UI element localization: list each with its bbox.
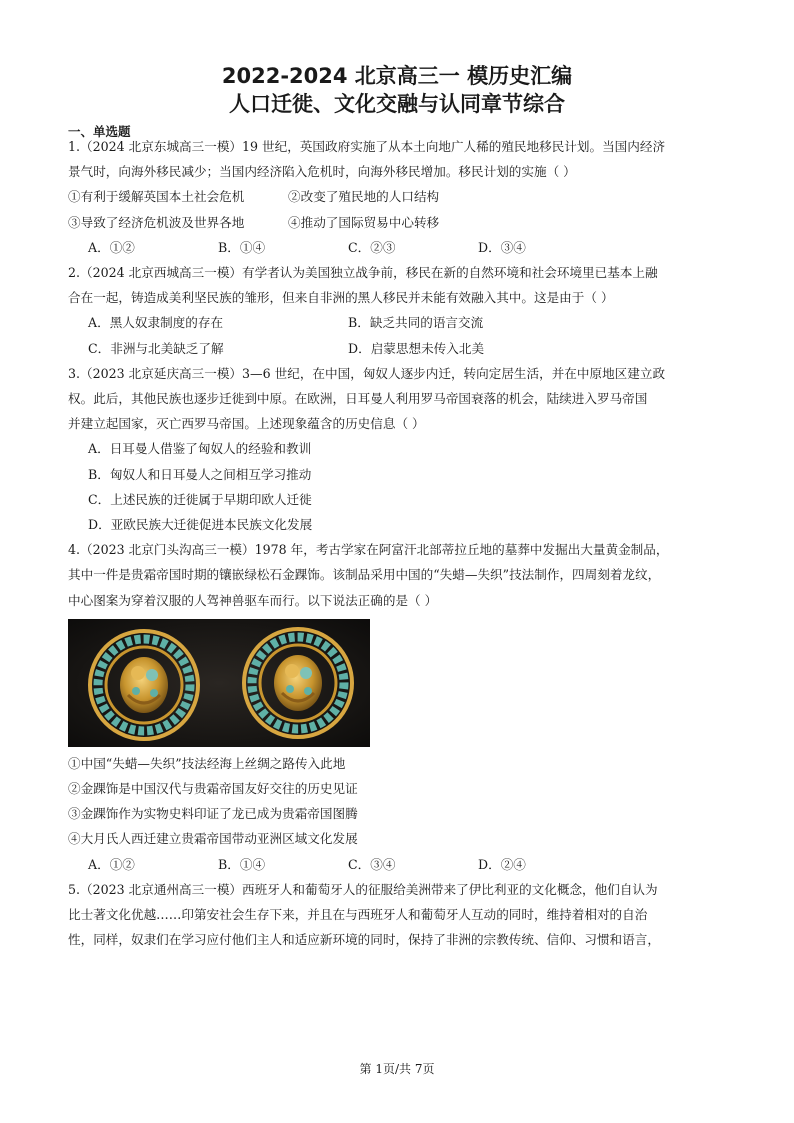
option-c[interactable]: C．②③	[348, 239, 396, 255]
question-4-stem: 其中一件是贵霜帝国时期的镶嵌绿松石金踝饰。该制品采用中国的“失蜡—失织”技法制作，四周刻着龙纹，	[68, 567, 661, 583]
question-1	[68, 134, 726, 260]
option-b[interactable]: B．缺乏共同的语言交流	[348, 315, 484, 331]
question-5	[68, 877, 726, 953]
statement: ④大月氏人西迁建立贵霜帝国带动亚洲区域文化发展	[68, 831, 358, 847]
document-title: 2022-2024 北京高三一 模历史汇编	[221, 64, 573, 88]
section-heading: 一、单选题	[68, 124, 131, 139]
question-1-stem: 1.（2024 北京东城高三一模）19 世纪，英国政府实施了从本土向地广人稀的殖民地移民计划。当国内经济	[68, 139, 666, 154]
statement: ①有利于缓解英国本土社会危机	[68, 189, 245, 205]
gold-anklet-photo	[68, 619, 370, 747]
option-c[interactable]: C．非洲与北美缺乏了解	[88, 340, 224, 356]
question-2-options	[68, 310, 726, 335]
option-b[interactable]: B．①④	[218, 239, 266, 255]
option-d[interactable]: D．亚欧民族大迁徙促进本民族文化发展	[88, 517, 313, 533]
question-4-options	[68, 852, 726, 877]
question-1-options	[68, 235, 726, 260]
option-d[interactable]: D．启蒙思想未传入北美	[348, 340, 485, 356]
statement: ③金踝饰作为实物史料印证了龙已成为贵霜帝国图腾	[68, 806, 358, 822]
question-4-stem: 中心图案为穿着汉服的人驾神兽驱车而行。以下说法正确的是（ ）	[68, 592, 438, 608]
option-c[interactable]: C．③④	[348, 856, 396, 872]
statement: ③导致了经济危机波及世界各地	[68, 214, 245, 230]
question-3-stem: 权。此后，其他民族也逐步迁徙到中原。在欧洲，日耳曼人利用罗马帝国衰落的机会，陆续进入罗马帝国	[68, 391, 648, 407]
option-b[interactable]: B．①④	[218, 856, 266, 872]
option-d[interactable]: D．②④	[478, 856, 526, 872]
option-a[interactable]: A．①②	[88, 239, 135, 255]
anklet-left	[90, 631, 198, 739]
statement: ②改变了殖民地的人口结构	[288, 189, 440, 205]
anklet-right	[244, 629, 352, 737]
question-5-stem: 比士著文化优越……印第安社会生存下来，并且在与西班牙人和葡萄牙人互动的同时，维持着相对的自治	[68, 907, 648, 923]
question-2-stem: 合在一起，铸造成美利坚民族的雏形，但来自非洲的黑人移民并未能有效融入其中。这是由于（ ）	[68, 290, 614, 306]
question-list	[68, 134, 726, 952]
option-a[interactable]: A．日耳曼人借鉴了匈奴人的经验和教训	[88, 441, 312, 457]
option-b[interactable]: B．匈奴人和日耳曼人之间相互学习推动	[88, 466, 312, 482]
question-2	[68, 260, 726, 361]
question-3-stem: 并建立起国家，灭亡西罗马帝国。上述现象蕴含的历史信息（ ）	[68, 416, 425, 432]
question-2-stem: 2.（2024 北京西城高三一模）有学者认为美国独立战争前，移民在新的自然环境和社会环境里已基本上融	[68, 265, 658, 281]
question-1-stem: 景气时，向海外移民减少；当国内经济陷入危机时，向海外移民增加。移民计划的实施（ ）	[68, 164, 576, 180]
question-3-options	[68, 436, 726, 537]
document-subtitle: 人口迁徙、文化交融与认同章节综合	[229, 92, 565, 116]
question-4-stem: 4.（2023 北京门头沟高三一模）1978 年，考古学家在阿富汗北部蒂拉丘地的墓葬中发掘出大量黄金制品，	[68, 542, 669, 558]
question-1-statements	[68, 184, 726, 209]
option-d[interactable]: D．③④	[478, 239, 526, 255]
statement: ④推动了国际贸易中心转移	[288, 214, 440, 230]
question-5-stem: 性，同样，奴隶们在学习应付他们主人和适应新环境的同时，保持了非洲的宗教传统、信仰、习惯和语言，	[68, 932, 660, 948]
question-2-options	[68, 336, 726, 361]
question-3-stem: 3.（2023 北京延庆高三一模）3—6 世纪，在中国，匈奴人逐步内迁，转向定居生活，并在中原地区建立政	[68, 365, 666, 381]
gold-anklet-image	[68, 619, 370, 747]
statement: ②金踝饰是中国汉代与贵霜帝国友好交往的历史见证	[68, 781, 358, 797]
statement: ①中国“失蜡—失织”技法经海上丝绸之路传入此地	[68, 755, 346, 771]
document-page	[68, 0, 726, 1123]
page-footer: 第 1页/共 7页	[359, 1062, 435, 1076]
question-3	[68, 361, 726, 537]
question-1-statements	[68, 210, 726, 235]
question-4	[68, 537, 726, 877]
option-a[interactable]: A．①②	[88, 856, 135, 872]
question-5-stem: 5.（2023 北京通州高三一模）西班牙人和葡萄牙人的征服给美洲带来了伊比利亚的文化概念，他们自认为	[68, 881, 658, 897]
option-a[interactable]: A．黑人奴隶制度的存在	[88, 315, 224, 331]
option-c[interactable]: C．上述民族的迁徙属于早期印欧人迁徙	[88, 491, 312, 507]
